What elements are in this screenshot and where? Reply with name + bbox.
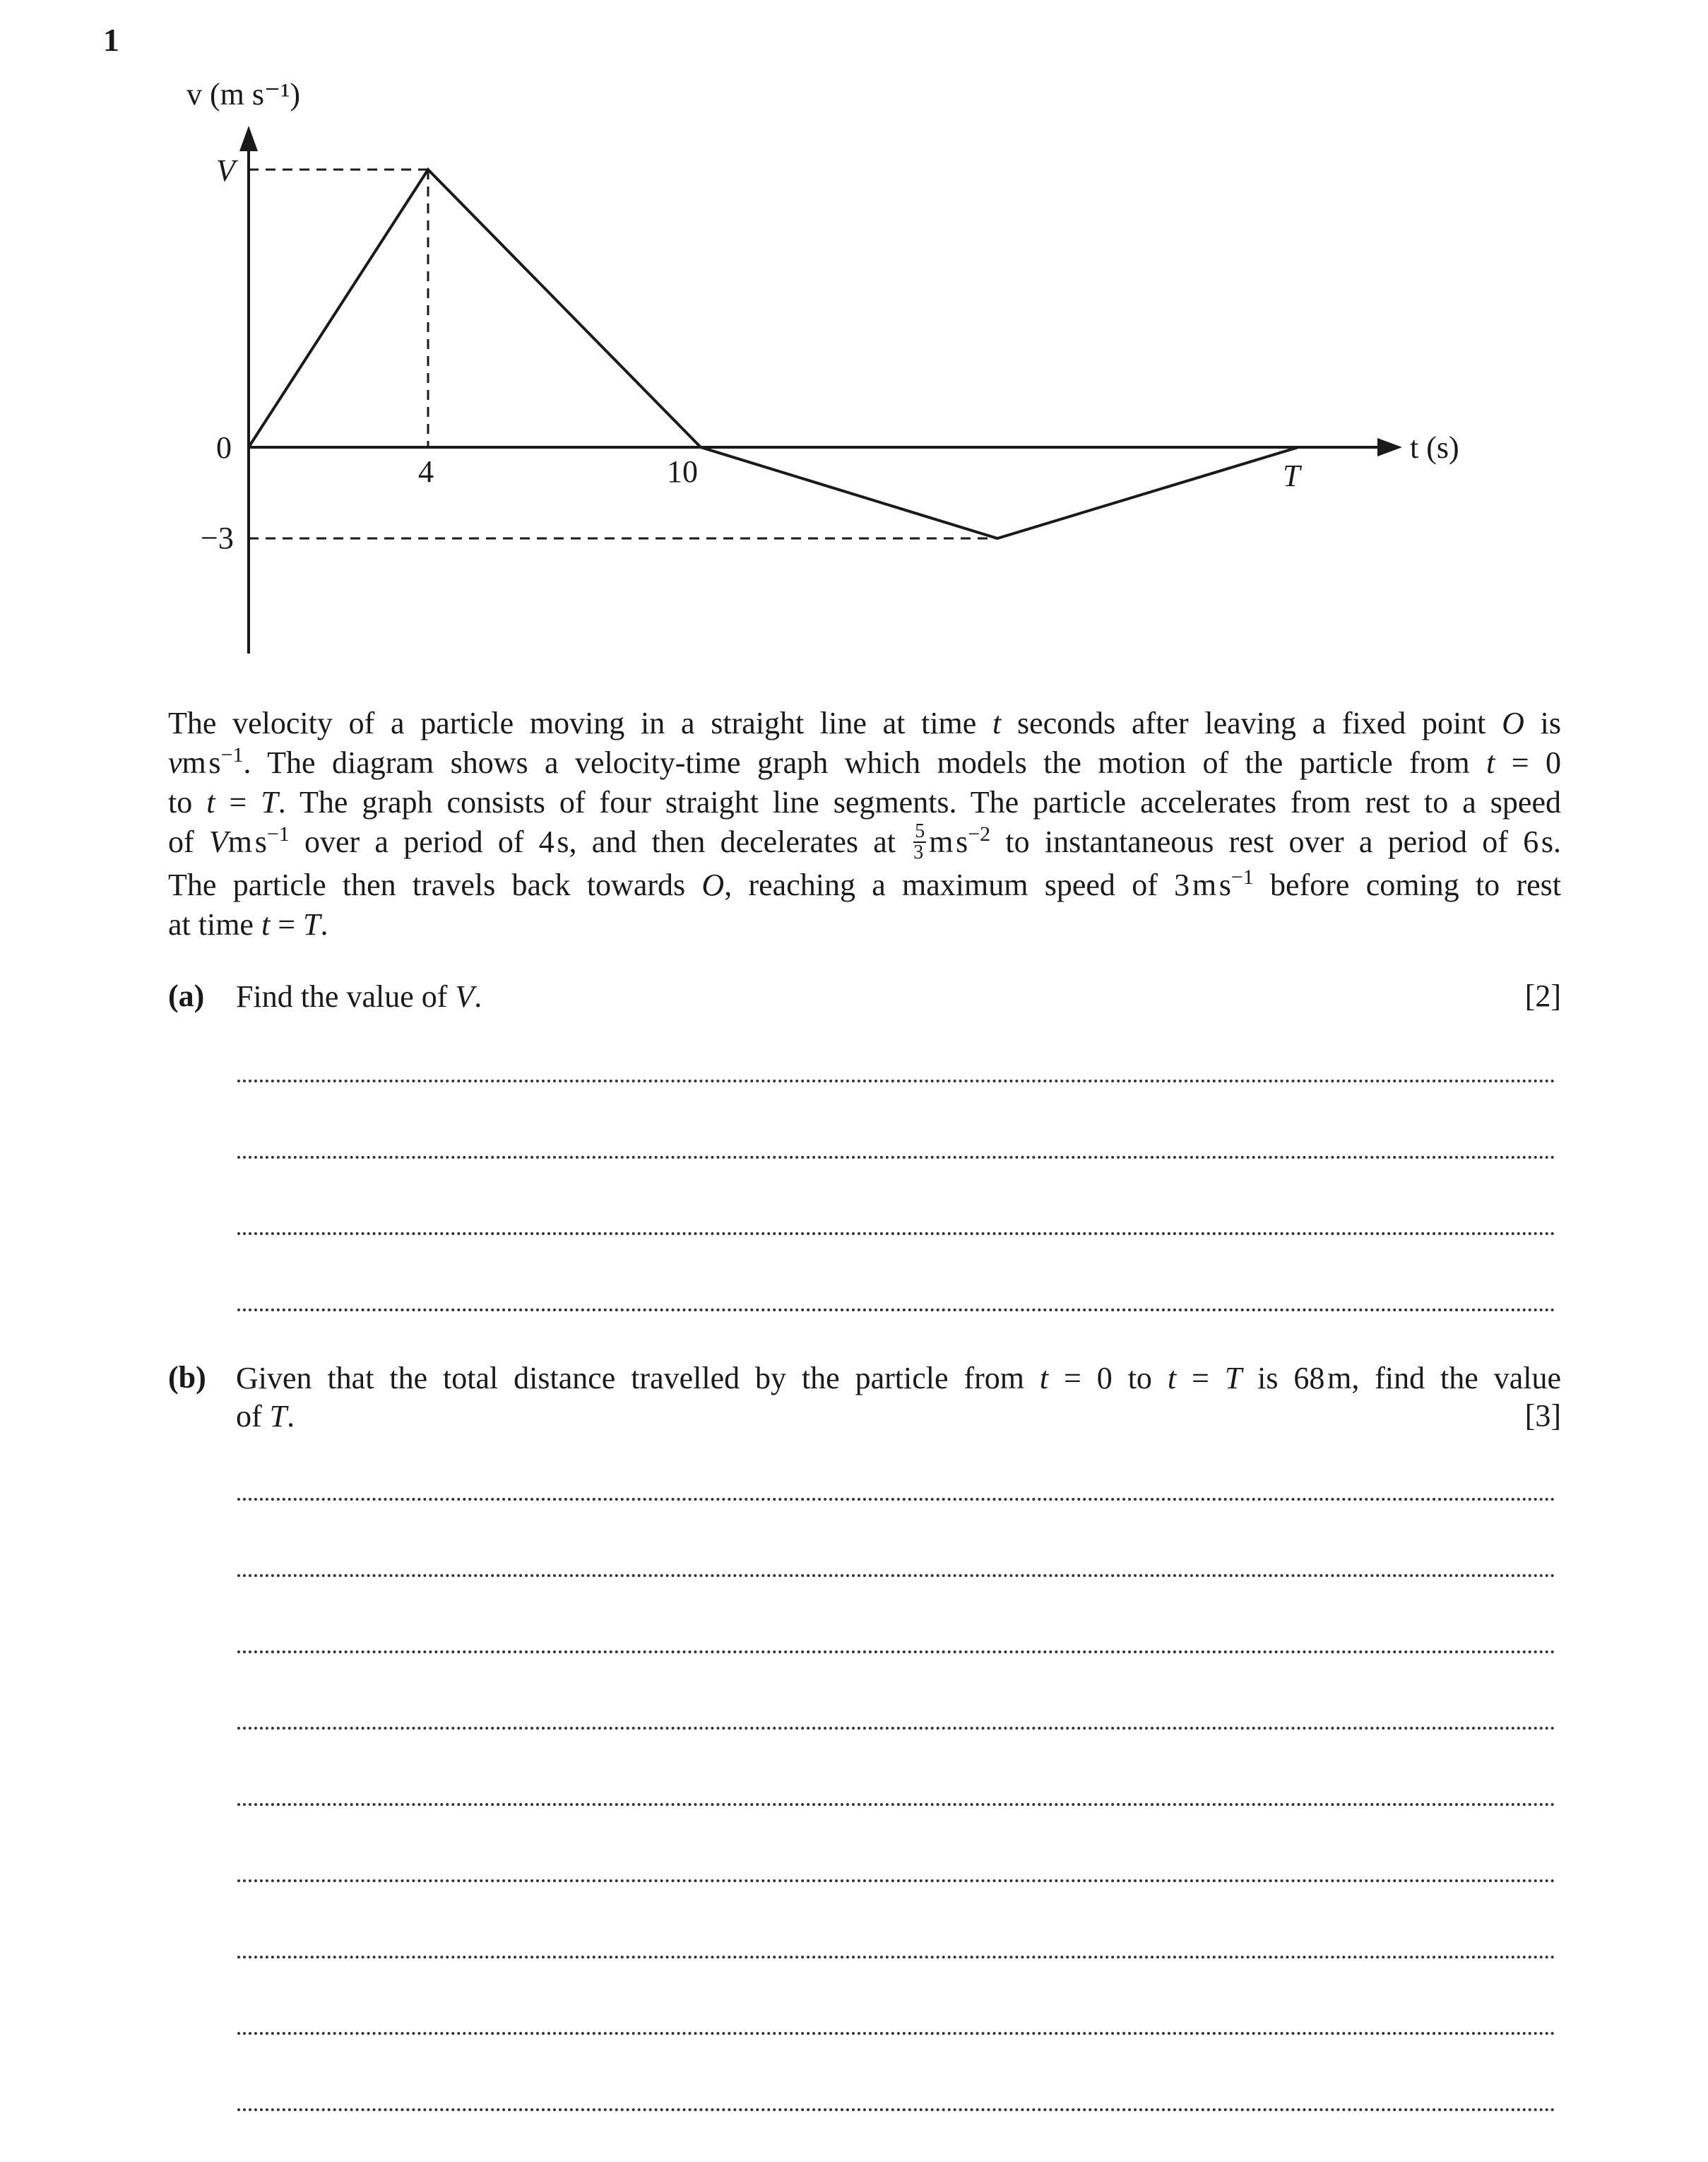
x-tick-T: T	[1283, 459, 1300, 493]
answer-line[interactable]	[237, 2108, 1555, 2111]
y-axis-arrowhead	[239, 126, 258, 151]
answer-line[interactable]	[237, 1080, 1555, 1082]
question-stem	[168, 704, 1561, 945]
part-a-marks: [2]	[1524, 979, 1561, 1013]
stem-line-1: The velocity of a particle moving in a straight line at time t seconds after leaving a fixed point O is	[168, 706, 1561, 740]
answer-line[interactable]	[237, 1574, 1555, 1577]
answer-line[interactable]	[237, 1232, 1555, 1235]
part-b-question-line1: Given that the total distance travelled by the particle from t = 0 to t = T is 68 m, find the value	[236, 1361, 1561, 1395]
y-tick-0: 0	[216, 430, 232, 465]
stem-line-4: of Vm $s^{-1}$ over a period of 4 s, and then decelerates at $\frac{5}{3}$ m $s^{-2}$ to instantaneous rest over a period of 6 s.	[168, 820, 1561, 863]
part-b-question-line2: of T.	[236, 1399, 295, 1434]
x-tick-4: 4	[418, 454, 434, 489]
question-number: 1	[103, 22, 119, 58]
stem-line-2: vm $s^{-1}$. The diagram shows a velocity-time graph which models the motion of the particle from t = 0	[168, 743, 1561, 780]
answer-line[interactable]	[237, 1650, 1555, 1653]
stem-line-3: to t = T. The graph consists of four straight line segments. The particle accelerates from rest to a speed	[168, 785, 1561, 820]
answer-line[interactable]	[237, 1727, 1555, 1730]
part-b-marks: [3]	[1524, 1398, 1561, 1433]
part-b-label: (b)	[168, 1360, 206, 1395]
answer-line[interactable]	[237, 1956, 1555, 1959]
answer-line[interactable]	[237, 1803, 1555, 1806]
stem-line-5: The particle then travels back towards O, reaching a maximum speed of 3 m $s^{-1}$ before coming to rest	[168, 865, 1561, 902]
x-tick-10: 10	[667, 454, 698, 489]
part-a-label: (a)	[168, 979, 205, 1013]
answer-line[interactable]	[237, 2032, 1555, 2035]
answer-line[interactable]	[237, 1156, 1555, 1159]
answer-line[interactable]	[237, 1879, 1555, 1882]
velocity-line	[249, 170, 1298, 538]
y-tick-V: V	[216, 153, 235, 188]
y-tick-minus3: −3	[201, 521, 234, 555]
answer-line[interactable]	[237, 1309, 1555, 1311]
stem-line-6: at time t = T.	[168, 906, 328, 942]
x-axis-label: t (s)	[1410, 430, 1459, 465]
velocity-time-graph	[0, 0, 1708, 678]
part-a-question: Find the value of V.	[236, 979, 482, 1014]
answer-line[interactable]	[237, 1498, 1555, 1501]
fraction-five-thirds: $\frac{5}{3}$	[913, 820, 925, 863]
y-axis-label: v (m s⁻¹)	[186, 77, 301, 112]
x-axis-arrowhead	[1377, 438, 1402, 456]
